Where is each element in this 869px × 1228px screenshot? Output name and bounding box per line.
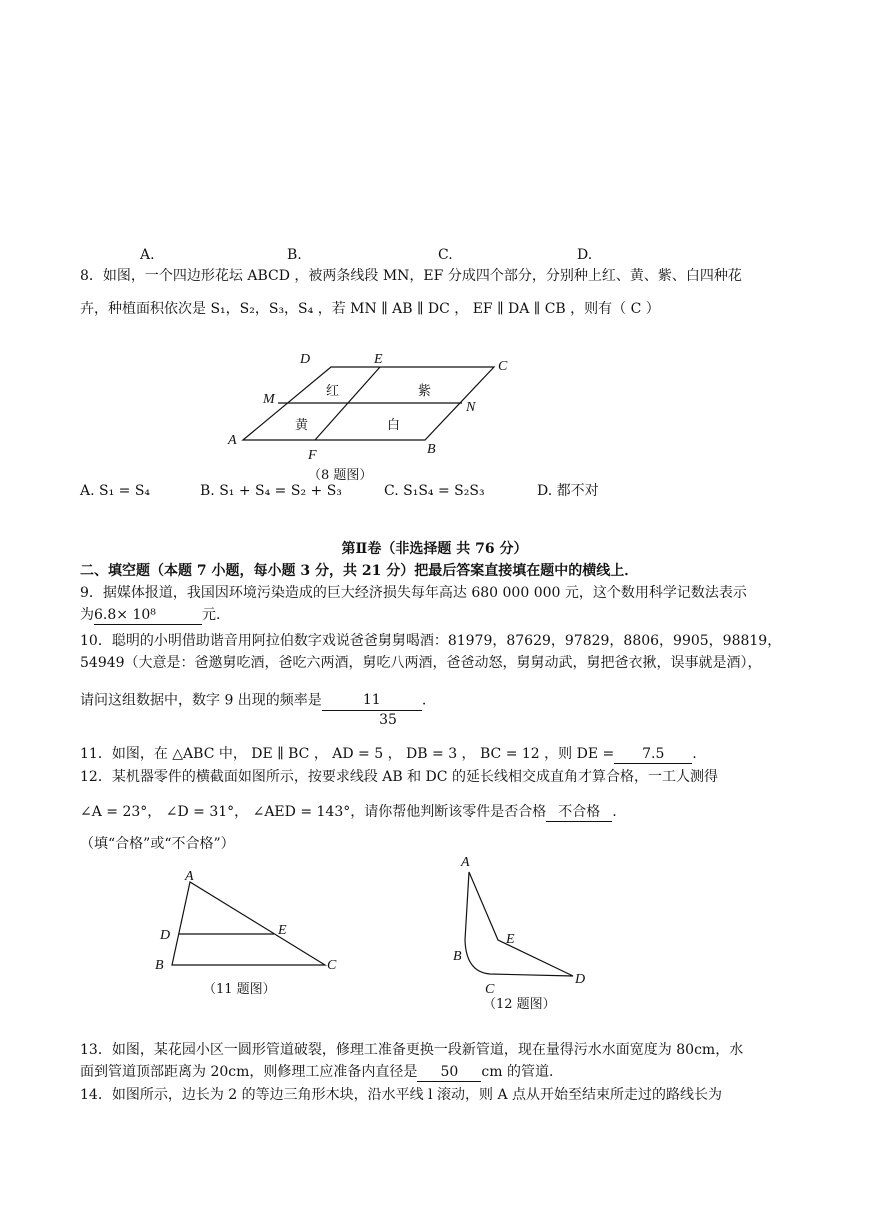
q9-answer-blank: 6.8× 10⁸ xyxy=(94,606,202,625)
fig11-label-e: E xyxy=(278,923,287,938)
q11-suffix: . xyxy=(692,746,697,762)
q8-option-d: D. 都不对 xyxy=(537,483,599,499)
section2-title: 二、填空题（本题 7 小题，每小题 3 分，共 21 分）把最后答案直接填在题中的横线上． xyxy=(80,563,639,579)
q11-line xyxy=(80,744,697,764)
fig11-triangle xyxy=(150,868,350,978)
fig8-caption: （8 题图） xyxy=(308,468,373,483)
part-outline xyxy=(465,872,573,976)
q13-answer-blank: 50 xyxy=(417,1063,481,1082)
q9-suffix: 元. xyxy=(202,607,221,623)
q8-option-c: C. S₁S₄ = S₂S₃ xyxy=(384,483,485,499)
fig8-region-yellow: 黄 xyxy=(295,418,309,433)
q9-prefix: 为 xyxy=(80,607,94,623)
q11-text: 11．如图，在 △ABC 中， DE ∥ BC ， AD = 5 ， DB = 3 ， BC = 12 ，则 DE = xyxy=(80,746,615,762)
q7-option-a: A. xyxy=(140,247,155,263)
part2-title: 第Ⅱ卷（非选择题 共 76 分） xyxy=(341,541,528,557)
q12-line2 xyxy=(80,802,617,822)
fig12-label-d: D xyxy=(575,972,586,987)
q8-option-a: A. S₁ = S₄ xyxy=(80,483,151,499)
fig12-part xyxy=(450,852,600,997)
q10-line2: 54949（大意是：爸邀舅吃酒，爸吃六两酒，舅吃八两酒，爸爸动怒，舅舅动武，舅把爸衣揪，误事就是酒）， xyxy=(80,655,762,671)
q8-option-b: B. S₁ + S₄ = S₂ + S₃ xyxy=(200,483,342,499)
fig12-label-e: E xyxy=(506,932,515,947)
q11-answer-blank: 7.5 xyxy=(614,745,692,764)
fig11-label-a: A xyxy=(185,869,194,884)
q7-option-d: D. xyxy=(577,247,593,263)
q10-line1: 10．聪明的小明借助谐音用阿拉伯数字戏说爸爸舅舅喝酒：81979，87629，97829，8806，9905，98819， xyxy=(80,633,782,649)
q12-suffix: . xyxy=(612,804,617,820)
q7-option-b: B. xyxy=(287,247,302,263)
fig8-label-e: E xyxy=(374,352,383,367)
fig8-region-purple: 紫 xyxy=(418,384,432,399)
fig12-caption: （12 题图） xyxy=(483,997,556,1012)
fig8-label-c: C xyxy=(498,359,508,374)
fig12-label-c: C xyxy=(485,982,495,997)
fig8-label-b: B xyxy=(427,442,436,457)
q8-line1: 8．如图，一个四边形花坛 ABCD ，被两条线段 MN，EF 分成四个部分，分别种上红、黄、紫、白四种花 xyxy=(80,268,742,284)
fig11-label-b: B xyxy=(155,958,164,973)
q13-suffix: cm 的管道. xyxy=(481,1064,554,1080)
q8-line2: 卉，种植面积依次是 S₁，S₂，S₃，S₄ ，若 MN ∥ AB ∥ DC ， EF ∥ DA ∥ CB ，则有（ C ） xyxy=(80,301,660,317)
q14-line1: 14．如图所示，边长为 2 的等边三角形木块，沿水平线 l 滚动，则 A 点从开始至结束所走过的路线长为 xyxy=(80,1087,723,1103)
fig8-label-m: M xyxy=(263,392,275,407)
q10-answer-fraction xyxy=(322,690,422,711)
fig11-caption: （11 题图） xyxy=(203,982,276,997)
q12-line3: （填“合格”或“不合格”） xyxy=(80,836,235,852)
fig11-label-d: D xyxy=(160,928,171,943)
q8-figure xyxy=(220,345,520,470)
fig8-label-f: F xyxy=(308,448,317,463)
fig12-label-b: B xyxy=(453,949,462,964)
fig8-region-red: 红 xyxy=(326,384,340,399)
fig8-label-d: D xyxy=(300,352,311,367)
q13-line1: 13．如图，某花园小区一圆形管道破裂，修理工准备更换一段新管道，现在量得污水水面宽度为 80cm，水 xyxy=(80,1042,744,1058)
fig8-label-n: N xyxy=(466,400,476,415)
q7-option-c: C. xyxy=(438,247,453,263)
q10-suffix: . xyxy=(421,692,427,709)
q9-line2 xyxy=(80,605,220,625)
triangle-abc xyxy=(172,882,325,965)
q12-answer-blank: 不合格 xyxy=(546,803,612,822)
fig8-region-white: 白 xyxy=(387,418,401,433)
fig12-label-a: A xyxy=(461,855,470,870)
q10-denominator: 35 xyxy=(379,712,397,728)
q9-line1: 9．据媒体报道，我国因环境污染造成的巨大经济损失每年高达 680 000 000 元，这个数用科学记数法表示 xyxy=(80,585,747,601)
q10-question: 请问这组数据中，数字 9 出现的频率是 xyxy=(80,692,322,709)
q10-numerator: 11 xyxy=(362,692,381,708)
fig11-label-c: C xyxy=(327,958,337,973)
fig8-label-a: A xyxy=(228,433,237,448)
q13-line2 xyxy=(80,1062,553,1082)
q12-line1: 12．某机器零件的横截面如图所示，按要求线段 AB 和 DC 的延长线相交成直角才算合格，一工人测得 xyxy=(80,769,718,785)
q12-text: ∠A = 23°， ∠D = 31°， ∠AED = 143°，请你帮他判断该零件是否合格 xyxy=(80,804,547,820)
q13-prefix: 面到管道顶部距离为 20cm，则修理工应准备内直径是 xyxy=(80,1064,418,1080)
